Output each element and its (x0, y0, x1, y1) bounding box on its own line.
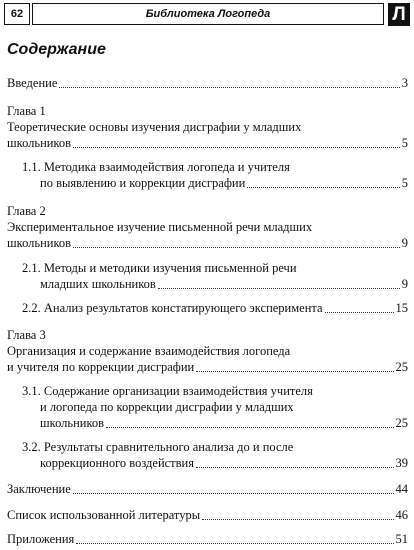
section-1-1-title-line: 1.1. Методика взаимодействия логопеда и учителя (22, 160, 290, 174)
toc-entry-label: коррекционного воздействия (40, 456, 194, 470)
toc-entry-chapter-3[interactable] (7, 360, 408, 375)
toc-entry-label: Список использованной литературы (7, 508, 201, 522)
toc-entry-intro[interactable] (7, 76, 408, 91)
dot-leader (106, 427, 393, 428)
toc-entry-label: Заключение (7, 482, 71, 496)
toc-entry-conclusion[interactable] (7, 482, 408, 497)
chapter-2-title-line: Экспериментальное изучение письменной речи младших (7, 220, 313, 234)
chapter-3-heading: Глава 3 (7, 328, 46, 342)
toc-entry-label: по выявлению и коррекции дисграфии (40, 176, 246, 190)
toc-entry-page: 3 (401, 76, 408, 90)
dot-leader (325, 312, 394, 313)
toc-entry-page: 51 (395, 532, 408, 546)
toc-entry-page: 46 (395, 508, 408, 522)
toc-entry-section-3-1[interactable] (40, 416, 408, 431)
dot-leader (202, 519, 393, 520)
toc-entry-label: школьников (40, 416, 105, 430)
chapter-1-heading: Глава 1 (7, 104, 46, 118)
toc-entry-section-2-1[interactable] (40, 277, 408, 292)
toc-entry-section-1-1[interactable] (40, 176, 408, 191)
toc-entry-chapter-2[interactable] (7, 236, 408, 251)
chapter-1-title-line: Теоретические основы изучения дисграфии у младших (7, 120, 302, 134)
toc-entry-page: 9 (401, 236, 408, 250)
section-3-1-title-line: и логопеда по коррекции дисграфии у младших (40, 400, 294, 414)
toc-entry-page: 25 (395, 360, 408, 374)
toc-entry-page: 25 (395, 416, 408, 430)
chapter-2-heading: Глава 2 (7, 204, 46, 218)
toc-entry-label: школьников (7, 136, 72, 150)
toc-entry-page: 44 (395, 482, 408, 496)
toc-entry-page: 5 (401, 136, 408, 150)
toc-entry-page: 9 (401, 277, 408, 291)
page-number: 62 (4, 3, 30, 25)
dot-leader (73, 147, 400, 148)
toc-entry-page: 15 (395, 301, 408, 315)
section-3-1-title-line: 3.1. Содержание организации взаимодействия учителя (22, 384, 313, 398)
toc-title: Содержание (7, 41, 106, 58)
toc-entry-page: 5 (401, 176, 408, 190)
section-3-2-title-line: 3.2. Результаты сравнительного анализа до и после (22, 440, 294, 454)
toc-entry-label: Приложения (7, 532, 75, 546)
toc-entry-chapter-1[interactable] (7, 136, 408, 151)
dot-leader (196, 371, 393, 372)
toc-entry-label: Введение (7, 76, 58, 90)
dot-leader (73, 247, 400, 248)
toc-entry-references[interactable] (7, 508, 408, 523)
section-letter-tab: Л (388, 3, 410, 26)
toc-entry-section-2-2[interactable] (22, 301, 408, 316)
dot-leader (158, 288, 400, 289)
dot-leader (76, 543, 393, 544)
section-2-1-title-line: 2.1. Методы и методики изучения письменной речи (22, 261, 297, 275)
toc-entry-page: 39 (395, 456, 408, 470)
dot-leader (247, 187, 399, 188)
dot-leader (196, 467, 394, 468)
toc-entry-label: младших школьников (40, 277, 156, 291)
dot-leader (73, 493, 394, 494)
toc-entry-appendix[interactable] (7, 532, 408, 547)
toc-entry-label: 2.2. Анализ результатов констатирующего эксперимента (22, 301, 323, 315)
dot-leader (59, 87, 399, 88)
toc-entry-label: школьников (7, 236, 72, 250)
running-title: Библиотека Логопеда (32, 3, 384, 25)
chapter-3-title-line: Организация и содержание взаимодействия логопеда (7, 344, 291, 358)
page-header (4, 3, 410, 25)
toc-entry-label: и учителя по коррекции дисграфии (7, 360, 195, 374)
toc-entry-section-3-2[interactable] (40, 456, 408, 471)
